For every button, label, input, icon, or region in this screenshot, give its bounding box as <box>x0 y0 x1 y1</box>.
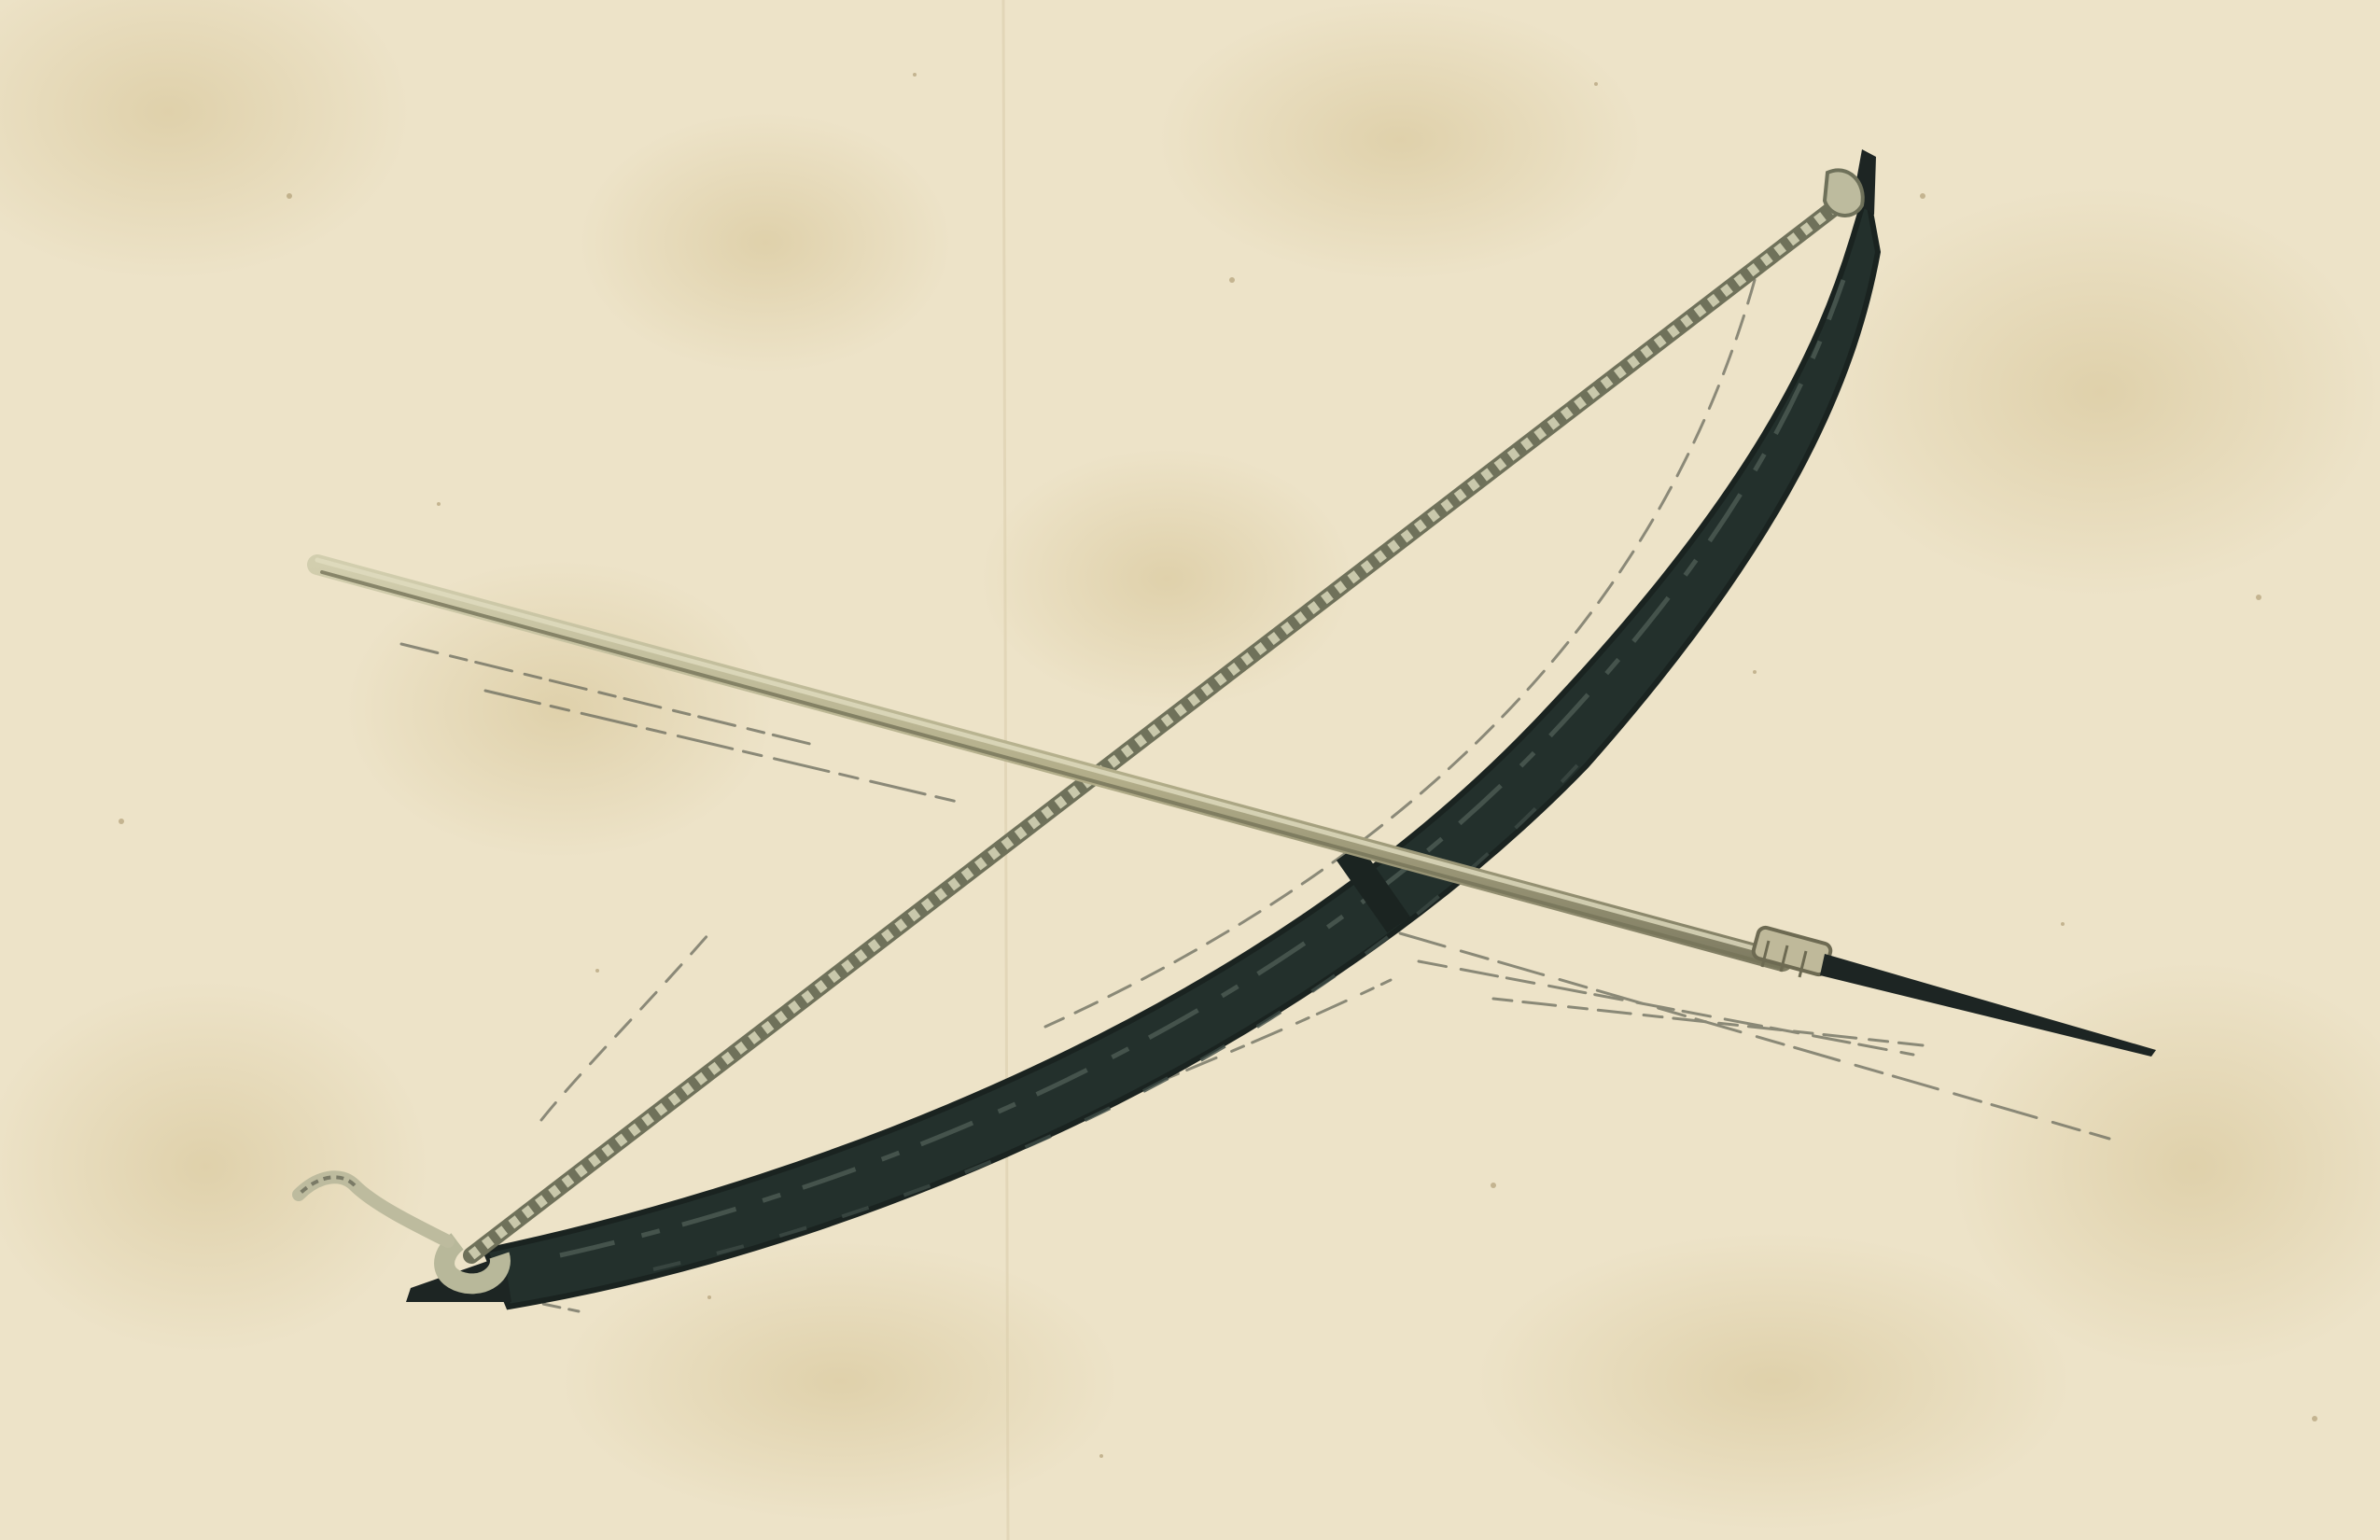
string-upper-knot <box>1825 170 1863 216</box>
